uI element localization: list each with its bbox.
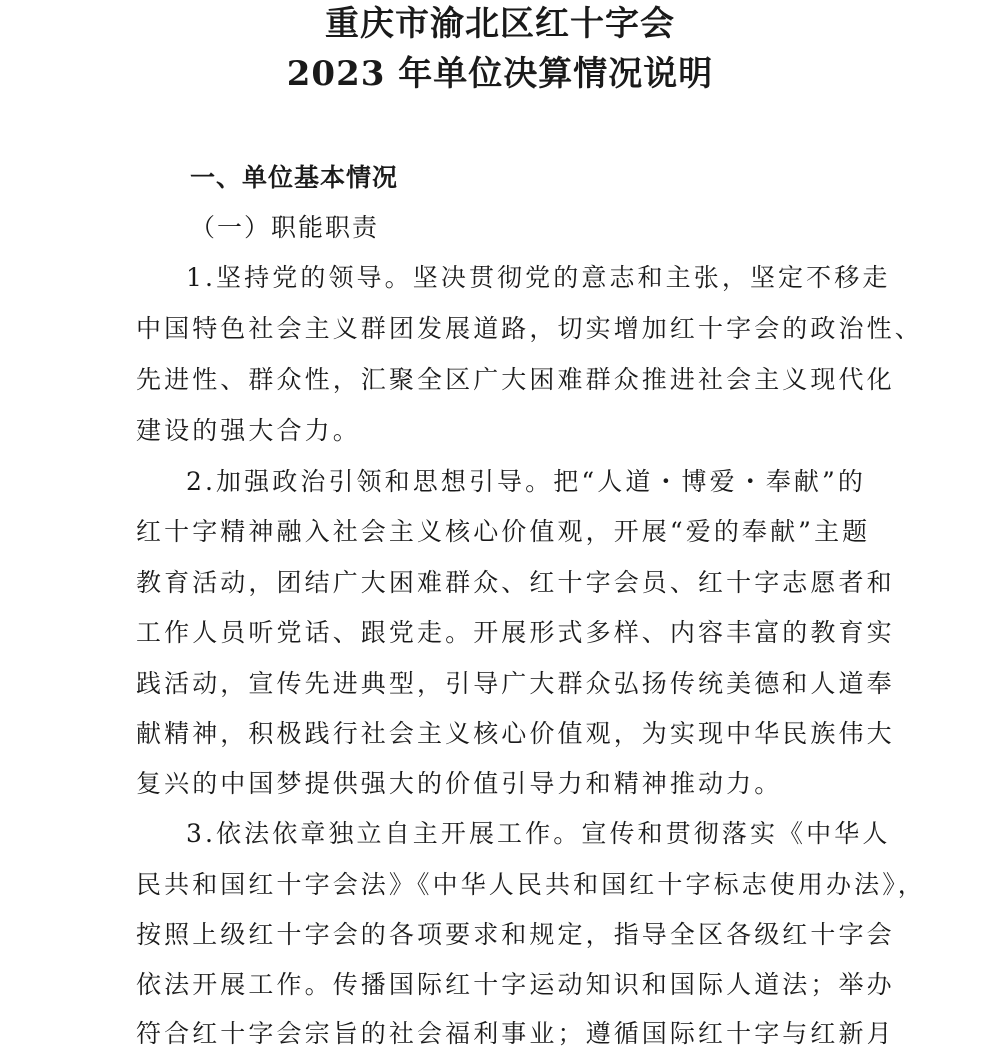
paragraph-line: 中国特色社会主义群团发展道路，切实增加红十字会的政治性、: [136, 314, 923, 343]
paragraph-line: 1.坚持党的领导。坚决贯彻党的意志和主张，坚定不移走: [186, 263, 891, 292]
paragraph-line: 教育活动，团结广大困难群众、红十字会员、红十字志愿者和: [136, 568, 895, 597]
document-title-line2: 2023 年单位决算情况说明: [286, 54, 714, 94]
section-heading: 一、单位基本情况: [190, 163, 399, 192]
paragraph-line: 复兴的中国梦提供强大的价值引导力和精神推动力。: [136, 769, 783, 798]
paragraph-line: 按照上级红十字会的各项要求和规定，指导全区各级红十字会: [136, 920, 895, 949]
paragraph-line: 3.依法依章独立自主开展工作。宣传和贯彻落实《中华人: [186, 819, 891, 848]
paragraph-line: 民共和国红十字会法》《中华人民共和国红十字标志使用办法》，: [136, 870, 926, 899]
paragraph-line: 献精神，积极践行社会主义核心价值观，为实现中华民族伟大: [136, 719, 895, 748]
paragraph-line: 先进性、群众性，汇聚全区广大困难群众推进社会主义现代化: [136, 365, 895, 394]
paragraph-line: 红十字精神融入社会主义核心价值观，开展“爱的奉献”主题: [136, 517, 871, 546]
paragraph-line: 符合红十字会宗旨的社会福利事业；遵循国际红十字与红新月: [136, 1019, 895, 1048]
document-title-line1: 重庆市渝北区红十字会: [325, 4, 675, 44]
paragraph-line: 2.加强政治引领和思想引导。把“人道・博爱・奉献”的: [186, 467, 867, 496]
paragraph-line: 践活动，宣传先进典型，引导广大群众弘扬传统美德和人道奉: [136, 669, 895, 698]
paragraph-line: 依法开展工作。传播国际红十字运动知识和国际人道法；举办: [136, 970, 895, 999]
paragraph-line: 建设的强大合力。: [136, 416, 361, 445]
paragraph-line: 工作人员听党话、跟党走。开展形式多样、内容丰富的教育实: [136, 618, 895, 647]
section-subheading: （一）职能职责: [190, 213, 380, 242]
